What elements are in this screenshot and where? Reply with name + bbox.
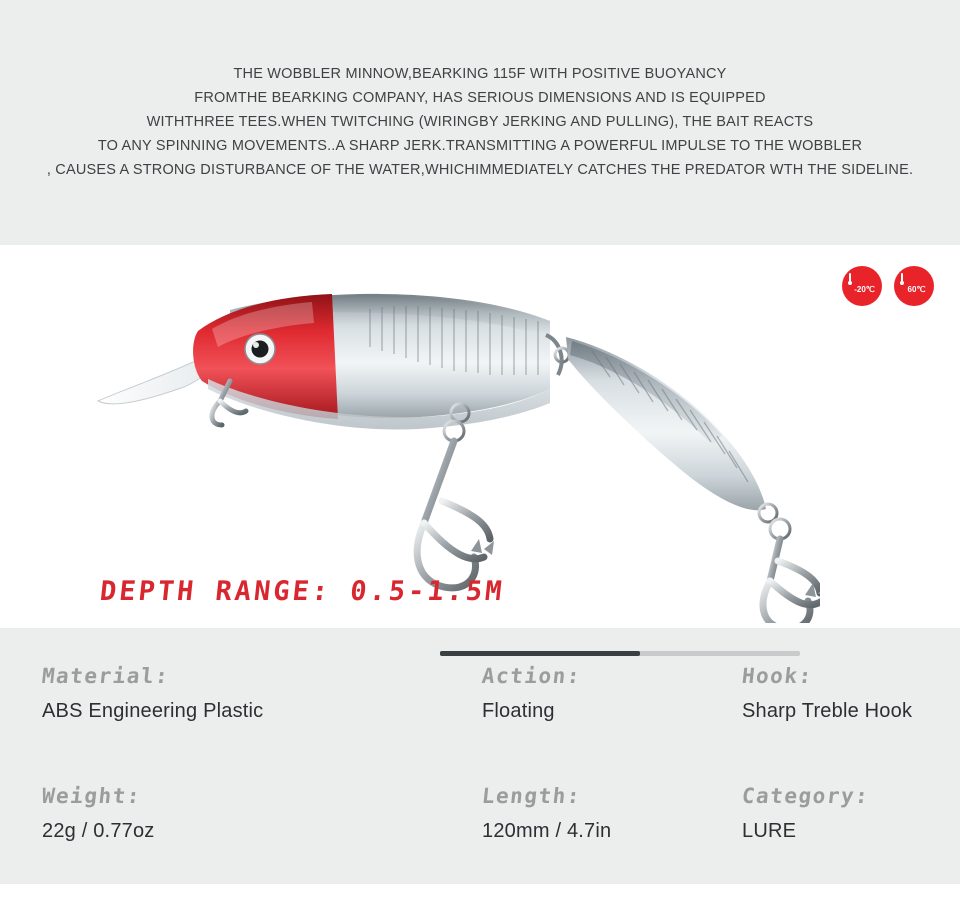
progress-bar-track	[440, 651, 800, 656]
spec-weight	[42, 784, 482, 904]
cold-temperature-label: -20℃	[854, 285, 875, 294]
spec-material	[42, 664, 482, 784]
fishing-lure-illustration	[80, 263, 820, 623]
spec-length	[482, 784, 742, 904]
spec-label: Hook:	[740, 664, 814, 688]
spec-action	[482, 664, 742, 784]
spec-value: LURE	[742, 820, 797, 842]
specifications-block	[0, 628, 960, 884]
spec-label: Material:	[40, 664, 171, 688]
description-line: WITHTHREE TEES.WHEN TWITCHING (WIRINGBY JERKING AND PULLING), THE BAIT REACTS	[146, 114, 814, 130]
hot-temperature-badge	[894, 266, 934, 306]
spec-label: Length:	[480, 784, 583, 808]
thermometer-icon	[900, 273, 904, 287]
cold-temperature-badge	[842, 266, 882, 306]
spec-value: ABS Engineering Plastic	[42, 700, 264, 722]
description-line: , CAUSES A STRONG DISTURBANCE OF THE WATER,WHICHIMMEDIATELY CATCHES THE PREDATOR WTH THE SIDELINE.	[46, 162, 914, 178]
description-line: TO ANY SPINNING MOVEMENTS..A SHARP JERK.TRANSMITTING A POWERFUL IMPULSE TO THE WOBBLER	[97, 138, 863, 154]
description-line: THE WOBBLER MINNOW,BEARKING 115F WITH POSITIVE BUOYANCY	[233, 66, 727, 82]
spec-value: Sharp Treble Hook	[742, 700, 913, 722]
spec-value: 120mm / 4.7in	[482, 820, 612, 842]
thermometer-icon	[848, 273, 852, 287]
temperature-badge-group	[842, 266, 934, 306]
spec-label: Weight:	[40, 784, 143, 808]
hot-temperature-label: 60℃	[907, 285, 926, 294]
spec-label: Category:	[740, 784, 871, 808]
spec-label: Action:	[480, 664, 583, 688]
progress-bar-fill	[440, 651, 640, 656]
specification-grid	[0, 664, 960, 904]
spec-value: Floating	[482, 700, 555, 722]
spec-category	[742, 784, 960, 904]
depth-range-label: DEPTH RANGE: 0.5-1.5M	[98, 576, 507, 607]
description-line: FROMTHE BEARKING COMPANY, HAS SERIOUS DIMENSIONS AND IS EQUIPPED	[194, 90, 766, 106]
product-image-area	[0, 245, 960, 628]
description-block	[0, 0, 960, 245]
spec-value: 22g / 0.77oz	[42, 820, 155, 842]
spec-hook	[742, 664, 960, 784]
